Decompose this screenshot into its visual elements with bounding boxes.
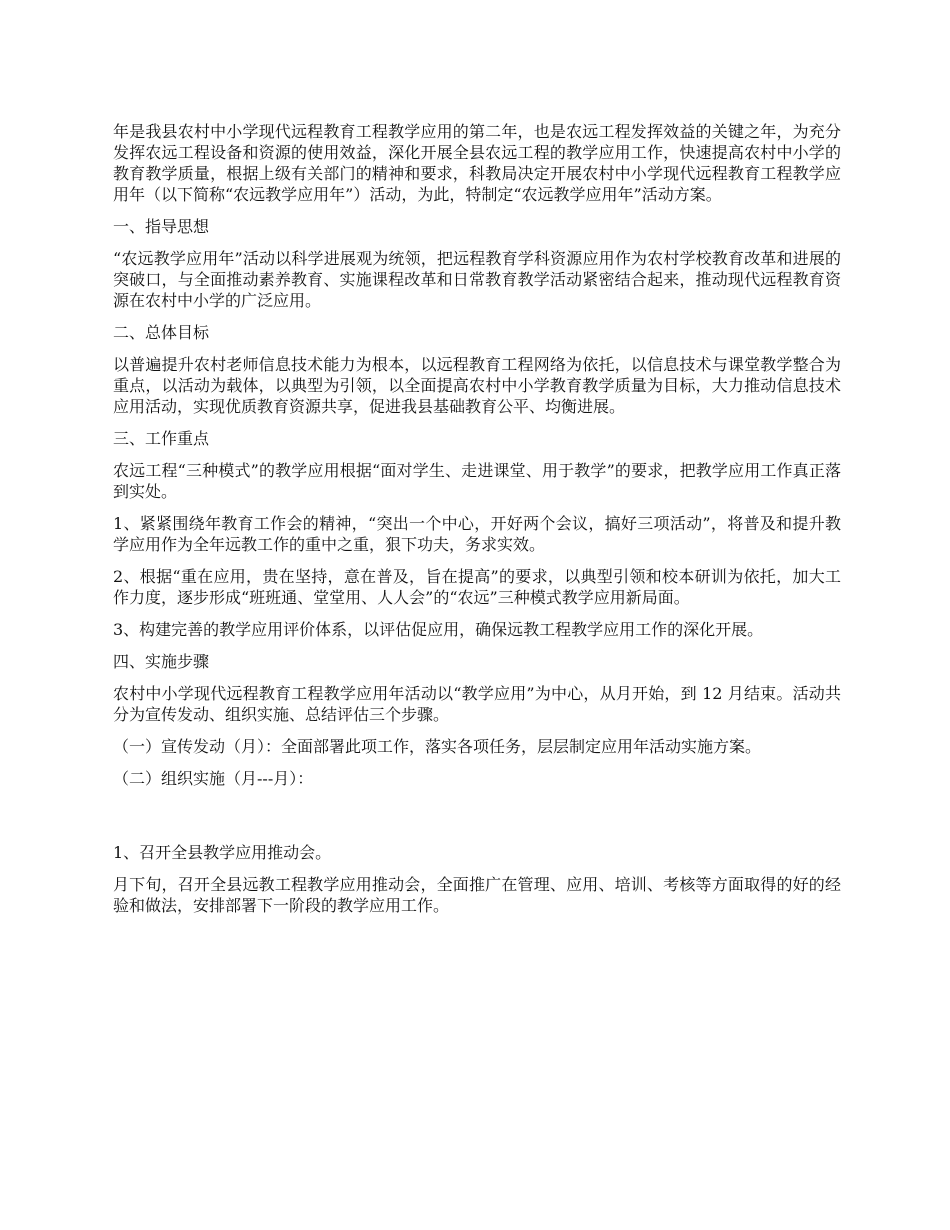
section-heading-overall-goal: 二、总体目标 xyxy=(113,323,210,342)
section-heading-implementation-steps: 四、实施步骤 xyxy=(113,652,210,671)
promotion-meeting-paragraph: 月下旬，召开全县远教工程教学应用推动会，全面推广在管理、应用、培训、考核等方面取得的好的经验和做法，安排部署下一阶段的教学应用工作。 xyxy=(113,875,841,915)
guiding-ideology-paragraph: “农远教学应用年”活动以科学进展观为统领，把远程教育学科资源应用作为农村学校教育改革和进展的突破口，与全面推动素养教育、实施课程改革和日常教育教学活动紧密结合起来，推动现代远程教育资源在农村中小学的广泛应用。 xyxy=(113,249,841,310)
intro-paragraph: 年是我县农村中小学现代远程教育工程教学应用的第二年，也是农远工程发挥效益的关键之年，为充分发挥农远工程设备和资源的使用效益，深化开展全县农远工程的教学应用工作，快速提高农村中小学的教育教学质量，根据上级有关部门的精神和要求，科教局决定开展农村中小学现代远程教育工程教学应用年（以下简称“农远教学应用年”）活动，为此，特制定“农远教学应用年”活动方案。 xyxy=(113,122,841,204)
document-page xyxy=(113,121,841,927)
work-focus-point-1: 1、紧紧围绕年教育工作会的精神，“突出一个中心，开好两个会议，搞好三项活动”，将普及和提升教学应用作为全年远教工作的重中之重，狠下功夫，务求实效。 xyxy=(113,514,841,554)
section-heading-guiding-ideology: 一、指导思想 xyxy=(113,217,210,236)
work-focus-point-2: 2、根据“重在应用，贵在坚持，意在普及，旨在提高”的要求，以典型引领和校本研训为依托，加大工作力度，逐步形成“班班通、堂堂用、人人会”的“农远”三种模式教学应用新局面。 xyxy=(113,567,841,607)
section-heading-work-focus: 三、工作重点 xyxy=(113,429,210,448)
implementation-steps-paragraph: 农村中小学现代远程教育工程教学应用年活动以“教学应用”为中心，从月开始，到 12 月结束。活动共分为宣传发动、组织实施、总结评估三个步骤。 xyxy=(113,684,841,724)
work-focus-paragraph: 农远工程“三种模式”的教学应用根据“面对学生、走进课堂、用于教学”的要求，把教学应用工作真正落到实处。 xyxy=(113,461,841,501)
blank-gap xyxy=(113,800,841,842)
sub-heading-promotion-meeting: 1、召开全县教学应用推动会。 xyxy=(113,843,332,862)
step-organization: （二）组织实施（月---月）： xyxy=(113,769,314,788)
work-focus-point-3: 3、构建完善的教学应用评价体系，以评估促应用，确保远教工程教学应用工作的深化开展。 xyxy=(113,620,764,639)
step-publicity: （一）宣传发动（月）：全面部署此项工作，落实各项任务，层层制定应用年活动实施方案。 xyxy=(113,737,762,756)
overall-goal-paragraph: 以普遍提升农村老师信息技术能力为根本，以远程教育工程网络为依托，以信息技术与课堂教学整合为重点，以活动为载体，以典型为引领，以全面提高农村中小学教育教学质量为目标，大力推动信息技术应用活动，实现优质教育资源共享，促进我县基础教育公平、均衡进展。 xyxy=(113,355,841,416)
